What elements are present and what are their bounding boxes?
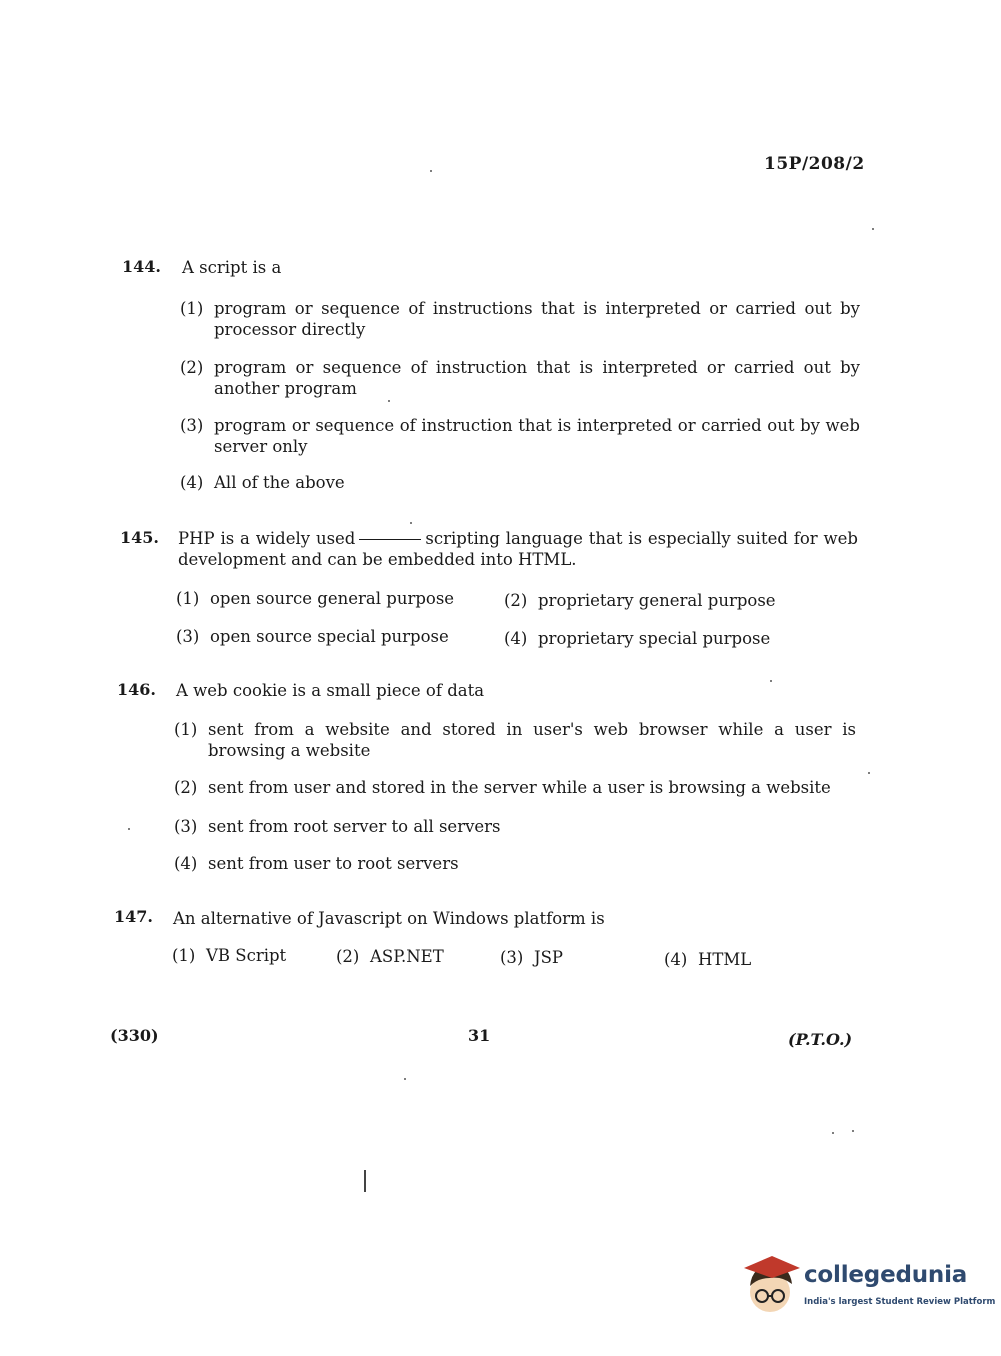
- option-number: (3): [174, 817, 198, 836]
- option: [176, 588, 496, 609]
- option-number: (1): [172, 946, 196, 965]
- scan-speck: [770, 680, 772, 682]
- option-text: HTML: [698, 950, 752, 969]
- question-text: A web cookie is a small piece of data: [176, 681, 485, 700]
- scan-speck: [872, 228, 874, 230]
- option: [172, 945, 322, 966]
- option-text: proprietary general purpose: [538, 591, 776, 610]
- option: [174, 777, 856, 798]
- option: [174, 853, 856, 874]
- option-number: (3): [180, 416, 204, 435]
- brand-name: collegedunia: [804, 1262, 968, 1288]
- option-text: proprietary special purpose: [538, 629, 771, 648]
- mascot-icon: [744, 1256, 800, 1312]
- scan-speck: [868, 772, 870, 774]
- scan-speck: [410, 522, 412, 524]
- option-number: (1): [176, 589, 200, 608]
- option: [174, 719, 856, 761]
- question-text: An alternative of Javascript on Windows platform is: [173, 909, 605, 928]
- scan-mark: [364, 1170, 366, 1192]
- brand-tagline: India's largest Student Review Platform: [804, 1297, 996, 1307]
- option: [336, 946, 486, 967]
- option: [664, 949, 814, 970]
- question-text: A script is a: [182, 258, 282, 277]
- question-number: 147.: [114, 907, 153, 926]
- footer-code: (330): [110, 1026, 159, 1045]
- option-text: JSP: [534, 948, 564, 967]
- option-text: program or sequence of instruction that is interpreted or carried out by web server only: [214, 416, 860, 456]
- option-number: (2): [174, 778, 198, 797]
- option: [504, 628, 844, 649]
- option-text: sent from user and stored in the server while a user is browsing a website: [208, 778, 831, 797]
- option-text: sent from a website and stored in user's web browser while a user is browsing a website: [208, 720, 856, 760]
- option-text: ASP.NET: [370, 947, 444, 966]
- option-number: (4): [174, 854, 198, 873]
- question-text-before: PHP is a widely used: [178, 529, 356, 548]
- option-text: program or sequence of instructions that is interpreted or carried out by processor directly: [214, 299, 860, 339]
- scan-speck: [404, 1078, 406, 1080]
- paper-code: 15P/208/2: [764, 154, 865, 174]
- question-number: 145.: [120, 528, 159, 547]
- option-text: sent from user to root servers: [208, 854, 459, 873]
- option: [174, 816, 856, 837]
- scan-speck: [852, 1130, 854, 1132]
- option-number: (2): [180, 358, 204, 377]
- option-number: (3): [500, 948, 524, 967]
- option-number: (4): [180, 473, 204, 492]
- question-number: 144.: [122, 257, 161, 276]
- fill-in-blank: [359, 539, 421, 540]
- scan-speck: [128, 828, 130, 830]
- question-number: 146.: [117, 680, 156, 699]
- option-number: (4): [664, 950, 688, 969]
- option-number: (1): [180, 299, 204, 318]
- page-number: 31: [468, 1026, 491, 1045]
- option-number: (1): [174, 720, 198, 739]
- option-number: (3): [176, 627, 200, 646]
- option-text: program or sequence of instruction that is interpreted or carried out by another program: [214, 358, 860, 398]
- option-number: (2): [504, 591, 528, 610]
- option: [180, 415, 860, 457]
- option-text: VB Script: [206, 946, 287, 965]
- option: [176, 626, 496, 647]
- option-text: sent from root server to all servers: [208, 817, 501, 836]
- question-text: [178, 528, 858, 570]
- option: [180, 357, 860, 399]
- option: [500, 947, 650, 968]
- option-number: (2): [336, 947, 360, 966]
- option: [180, 298, 860, 340]
- option: [504, 590, 844, 611]
- question-text-after: scripting language that is especially suited for web development and can be embedded into HTML.: [178, 529, 858, 569]
- scan-speck: [430, 170, 432, 172]
- option: [180, 472, 860, 493]
- option-text: open source special purpose: [210, 627, 449, 646]
- option-text: open source general purpose: [210, 589, 455, 608]
- scan-speck: [388, 400, 390, 402]
- option-text: All of the above: [214, 473, 345, 492]
- scan-speck: [832, 1132, 834, 1134]
- option-number: (4): [504, 629, 528, 648]
- pto-note: (P.T.O.): [788, 1030, 853, 1049]
